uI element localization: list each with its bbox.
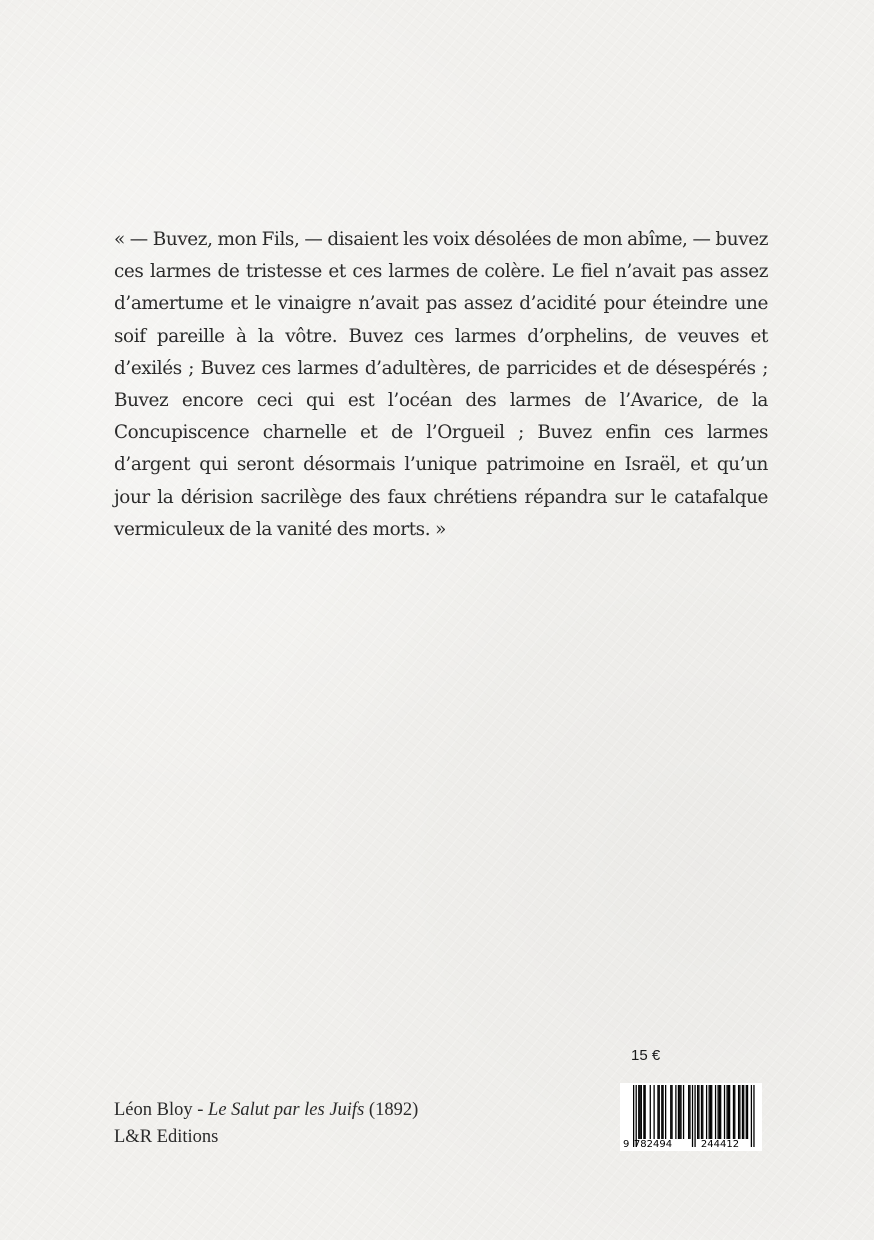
attribution-separator: - (192, 1100, 209, 1120)
barcode-bar (747, 1085, 748, 1139)
barcode-bar (739, 1085, 740, 1139)
barcode-bar (698, 1085, 699, 1139)
barcode-bar (650, 1085, 651, 1139)
isbn-barcode (620, 1083, 762, 1151)
barcode-left-digits: 782494 (633, 1139, 673, 1150)
barcode-bar (671, 1085, 672, 1139)
publisher-name: L&R Editions (114, 1127, 219, 1147)
barcode-bar (701, 1085, 702, 1139)
barcode-bar (738, 1085, 739, 1139)
barcode-bar (742, 1085, 743, 1139)
barcode-guard-bar (753, 1085, 754, 1147)
barcode-bar (638, 1085, 639, 1139)
barcode-bar (645, 1085, 646, 1139)
book-title: Le Salut par les Juifs (208, 1100, 365, 1120)
barcode-bar (670, 1085, 671, 1139)
barcode-guard-bar (751, 1085, 752, 1147)
barcode-guard-bar (692, 1085, 693, 1147)
back-cover-quote: « — Buvez, mon Fils, — disaient les voix désolées de mon abîme, — buvez ces larmes de tristesse et ces larmes de colère. Le fiel n’avait pas assez d’amertume et le vinaigre n’avait pas assez d’acidité pour éteindre une soif pareille à la vôtre. Buvez ces larmes d’orphelins, de veuves et d’exilés ; Buvez ces larmes d’adultères, de parricides et de désespérés ; Buvez encore ceci qui est l’océan des larmes de l’Avarice, de la Concupiscence charnelle et de l’Orgueil ; Buvez enfin ces larmes d’argent qui seront désormais l’unique patrimoine en Israël, et qu’un jour la dérision sacrilège des faux chrétiens répandra sur le catafalque vermiculeux de la vanité des morts. » (114, 229, 768, 540)
barcode-bar (680, 1085, 681, 1139)
barcode-bar (689, 1085, 690, 1139)
barcode-first-digit: 9 (623, 1139, 630, 1150)
barcode-bar (643, 1085, 644, 1139)
barcode-bar (715, 1085, 716, 1139)
barcode-bar (710, 1085, 711, 1139)
barcode-bar (653, 1085, 654, 1139)
barcode-bar (709, 1085, 710, 1139)
barcode-bar (729, 1085, 730, 1139)
barcode-bar (688, 1085, 689, 1139)
price-label: 15 € (631, 1047, 661, 1064)
barcode-bar (743, 1085, 744, 1139)
publication-year: (1892) (364, 1100, 419, 1120)
barcode-bar (733, 1085, 734, 1139)
barcode-bar (697, 1085, 698, 1139)
barcode-bar (724, 1085, 725, 1139)
barcode-bar (734, 1085, 735, 1139)
barcode-bar (678, 1085, 679, 1139)
barcode-bar (711, 1085, 712, 1139)
barcode-bar (675, 1085, 676, 1139)
barcode-bar (719, 1085, 720, 1139)
book-attribution (114, 1097, 418, 1124)
barcode-bar (706, 1085, 707, 1139)
barcode-right-digits: 244412 (700, 1139, 740, 1150)
barcode-guard-bar (694, 1085, 695, 1147)
barcode-bar (679, 1085, 680, 1139)
barcode-bar (726, 1085, 727, 1139)
author-name: Léon Bloy (114, 1100, 193, 1120)
barcode-bar (720, 1085, 721, 1139)
barcode-bar (662, 1085, 663, 1139)
barcode-bar (746, 1085, 747, 1139)
barcode-bar (717, 1085, 718, 1139)
barcode-bar (657, 1085, 658, 1139)
barcode-bar (683, 1085, 684, 1139)
barcode-bar (639, 1085, 640, 1139)
barcode-bar (641, 1085, 642, 1139)
barcode-bar (659, 1085, 660, 1139)
barcode-bar (665, 1085, 666, 1139)
barcode-bar (702, 1085, 703, 1139)
barcode-guard-bar (636, 1085, 637, 1147)
barcode-bar (728, 1085, 729, 1139)
credits-block (114, 1097, 418, 1151)
barcode-guard-bar (633, 1085, 634, 1147)
barcode-bar (661, 1085, 662, 1139)
